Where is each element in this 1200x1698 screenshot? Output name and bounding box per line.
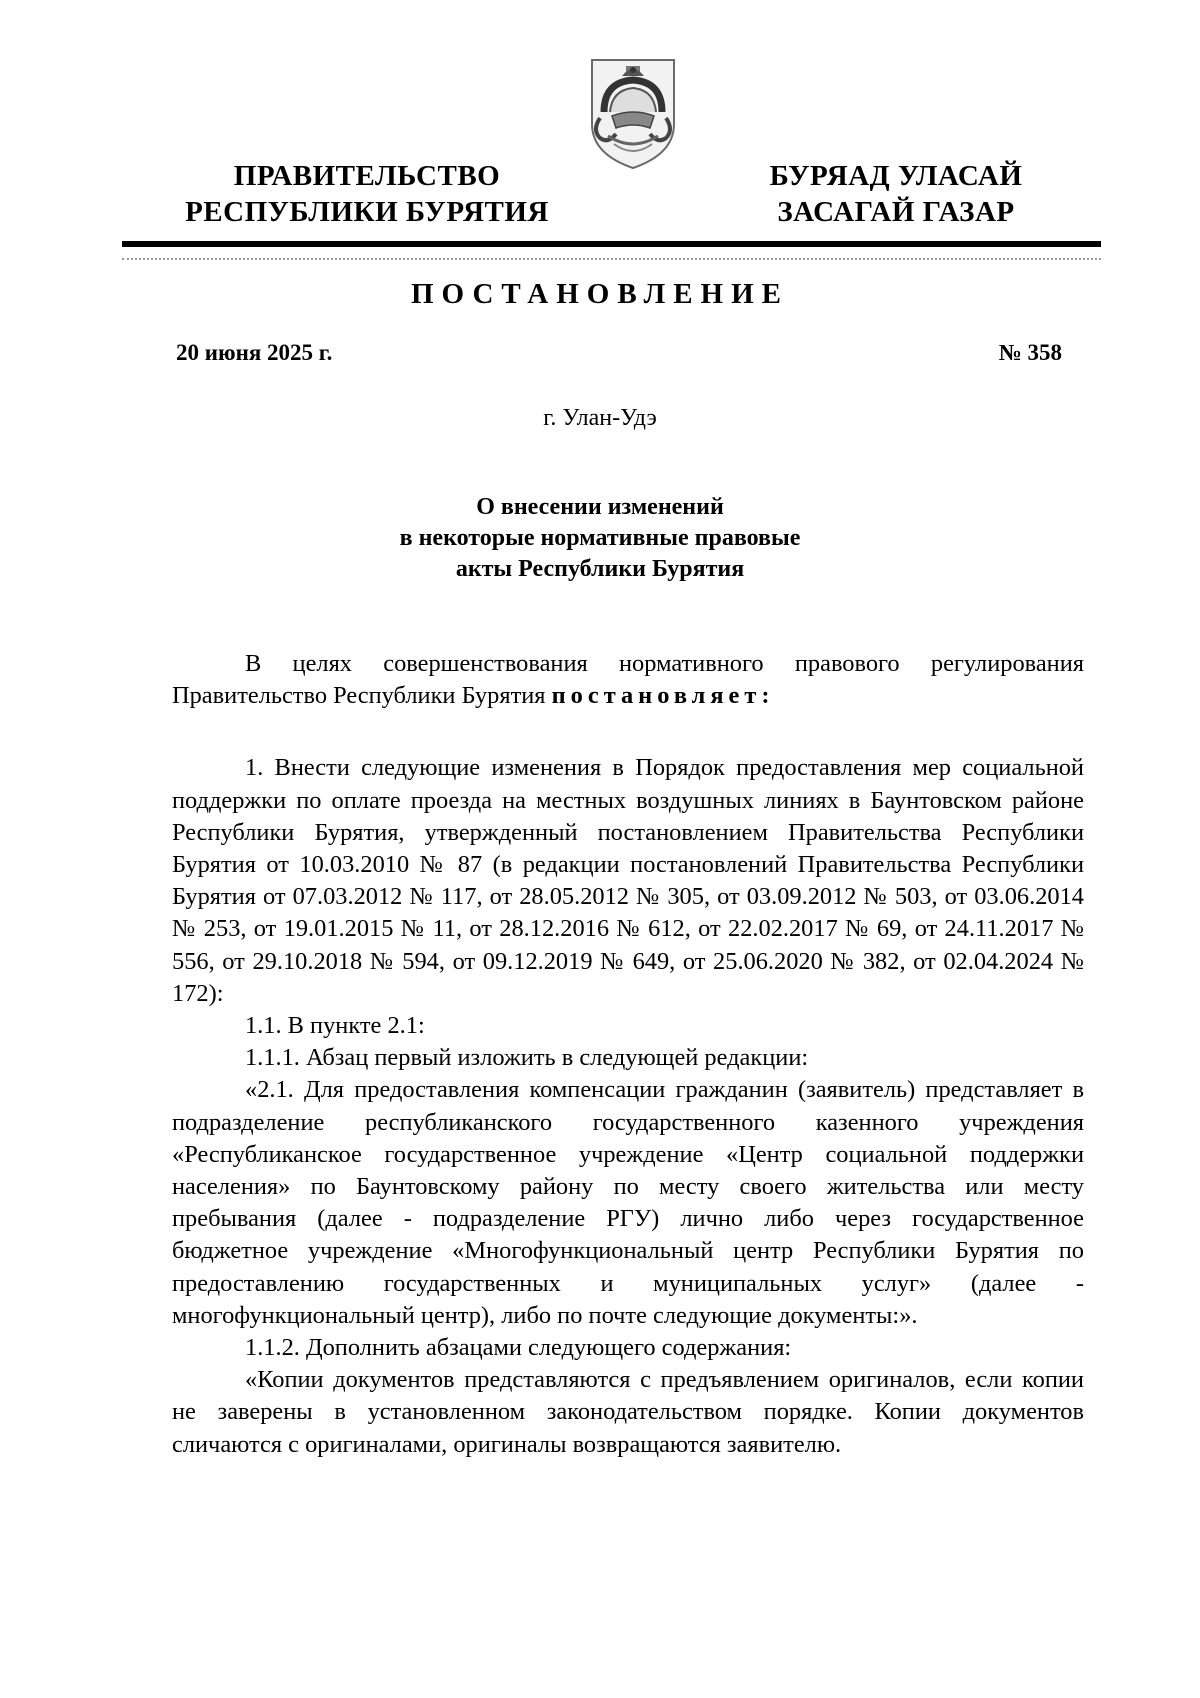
document-title [300, 492, 900, 585]
org-name-buryat-line2: ЗАСАГАЙ ГАЗАР [777, 196, 1015, 228]
preamble-paragraph [172, 648, 1084, 712]
org-name-russian [172, 158, 562, 230]
paragraph-1-1-2: 1.1.2. Дополнить абзацами следующего содержания: [245, 1334, 792, 1362]
org-name-russian-line1: ПРАВИТЕЛЬСТВО [233, 160, 501, 192]
header-divider-thick [122, 241, 1101, 247]
document-number: № 358 [998, 340, 1062, 365]
quoted-text-copies: «Копии документов представляются с предъявлением оригиналов, если копии не заверены в установленном законодательством порядке. Копии документов сличаются с оригиналами, оригиналы возвращаются заявителю. [172, 1366, 1084, 1458]
paragraph-1: 1. Внести следующие изменения в Порядок предоставления мер социальной поддержки по оплате проезда на местных воздушных линиях в Баунтовском районе Республики Бурятия, утвержденный постановлением Правительства Республики Бурятия от 10.03.2010 № 87 (в редакции постановлений Правительства Республики Бурятия от 07.03.2012 № 117, от 28.05.2012 № 305, от 03.09.2012 № 503, от 03.06.2014 № 253, от 19.01.2015 № 11, от 28.12.2016 № 612, от 22.02.2017 № 69, от 24.11.2017 № 556, от 29.10.2018 № 594, от 09.12.2019 № 649, от 25.06.2020 № 382, от 02.04.2024 № 172): [172, 754, 1084, 1007]
header-divider-dotted [122, 258, 1101, 260]
document-city: г. Улан-Удэ [543, 405, 657, 431]
document-title-line3: акты Республики Бурятия [455, 556, 745, 582]
org-name-russian-line2: РЕСПУБЛИКИ БУРЯТИЯ [185, 196, 549, 228]
quoted-text-2-1: «2.1. Для предоставления компенсации гражданин (заявитель) представляет в подразделение республиканского государственного казенного учреждения «Республиканское государственное учреждение «Центр социальной поддержки населения» по Баунтовскому району по месту своего жительства или месту пребывания (далее - подразделение РГУ) лично либо через государственное бюджетное учреждение «Многофункциональный центр Республики Бурятия по предоставлению государственных и муниципальных услуг» (далее - многофункциональный центр), либо по почте следующие документы:». [172, 1076, 1084, 1329]
document-title-line2: в некоторые нормативные правовые [399, 525, 801, 551]
paragraph-1-1-1: 1.1.1. Абзац первый изложить в следующей редакции: [245, 1044, 809, 1072]
document-date: 20 июня 2025 г. [176, 340, 333, 365]
org-name-buryat [756, 158, 1036, 230]
org-name-buryat-line1: БУРЯАД УЛАСАЙ [769, 160, 1023, 192]
coat-of-arms-icon [586, 54, 680, 172]
resolves-word: постановляет: [551, 682, 775, 710]
document-type-heading: ПОСТАНОВЛЕНИЕ [410, 278, 789, 310]
preamble-text: В целях совершенствования нормативного правового регулирования Правительство Республики Бурятия [172, 650, 1084, 710]
document-title-line1: О внесении изменений [476, 494, 724, 520]
document-body [172, 648, 1084, 1461]
paragraph-1-1: 1.1. В пункте 2.1: [245, 1012, 425, 1040]
